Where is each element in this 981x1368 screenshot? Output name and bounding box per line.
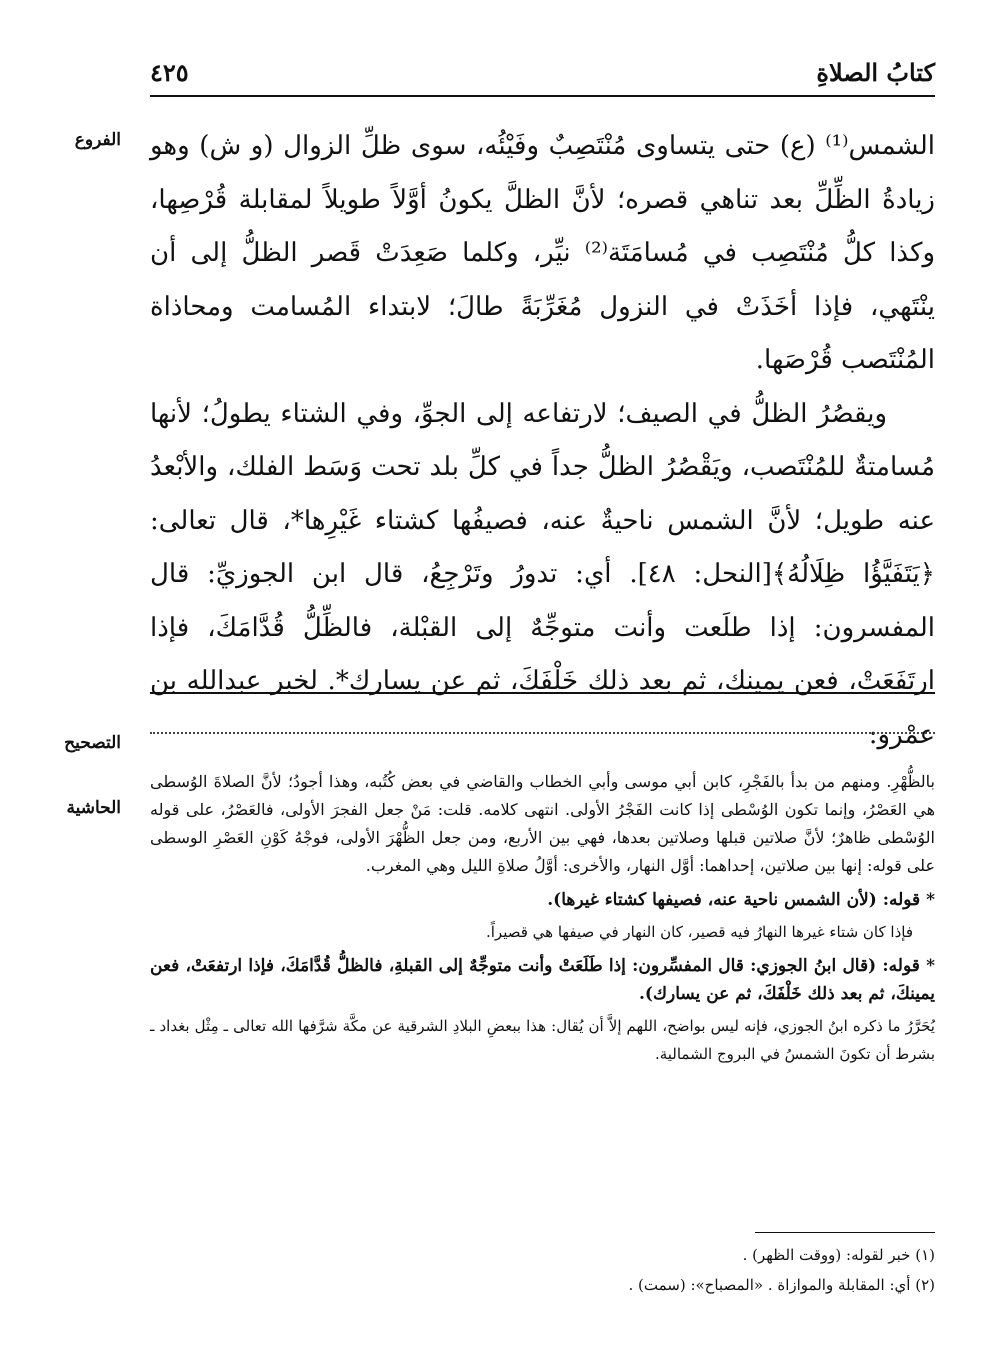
- footnotes: [150, 1240, 935, 1300]
- main-paragraph-1: الشمس⁽¹⁾ (ع) حتى يتساوى مُنْتَصِبٌ وفَيْئُه، سوى ظلِّ الزوال (و ش) وهو زيادةُ الظِّلِّ بعد تناهي قصره؛ لأنَّ الظلَّ يكونُ أوَّلاً طويلاً لمقابلة قُرْصِها، وكذا كلُّ مُنْتَصِب في مُسامَتَة⁽²⁾ نيِّر، وكلما صَعِدَتْ قَصر الظلُّ إلى أن ينْتَهي، فإذا أخَذَتْ في النزول مُغَرِّبَةً طالَ؛ لابتداء المُسامت ومحاذاة المُنْتَصب قُرْصَها.: [150, 131, 935, 375]
- page-header: [150, 56, 935, 96]
- main-text-rule: [150, 692, 935, 694]
- tashih-dotted-line: [150, 732, 935, 734]
- footnote-rule: [755, 1232, 935, 1233]
- page-number: ٤٢٥: [150, 58, 189, 87]
- header-rule: [150, 95, 935, 97]
- hashiya-quote-2: * قوله: (قال ابنُ الجوزي: قال المفسِّرون: إذا طَلَعَتْ وأنت متوجِّهٌ إلى القبلةِ، فالظلُّ قُدَّامَكَ، فإذا ارتفعَتْ، فعن يمينكَ، ثم بعد ذلك خَلْفَكَ، ثم عن يسارك).: [150, 956, 935, 1004]
- footnote-1: (١) خبر لقوله: (ووقت الظهر) .: [742, 1246, 935, 1264]
- main-paragraph-2: ويقصُرُ الظلُّ في الصيف؛ لارتفاعه إلى الجوِّ، وفي الشتاء يطولُ؛ لأنها مُسامتةٌ للمُنْتَصب، ويَقْصُرُ الظلُّ جداً في كلِّ بلد تحت وَسَط الفلك، والأبْعدُ عنه طويل؛ لأنَّ الشمس ناحيةٌ عنه، فصيفُها كشتاء غَيْرِها*، قال تعالى: ﴿يَتَفَيَّؤُا ظِلَالُهُ﴾[النحل: ٤٨]. أي: تدورُ وتَرْجِعُ، قال ابن الجوزيِّ: قال المفسرون: إذا طلَعت وأنت متوجِّهٌ إلى القبْلة، فالظِّلُّ قُدَّامَكَ، فإذا ارتَفَعَتْ، فعن يمينك، ثم بعد ذلك خَلْفَكَ، ثم عن يسارك*. لخبر عبدالله بن عمْرو:: [150, 398, 936, 750]
- hashiya-text: [150, 768, 935, 1068]
- side-label-hashiya: الحاشية: [66, 798, 121, 818]
- side-label-furu: الفروع: [74, 130, 121, 150]
- chapter-title: كتابُ الصلاةِ: [816, 58, 935, 87]
- side-label-tashih: التصحيح: [64, 733, 121, 753]
- main-text: [150, 120, 935, 762]
- hashiya-paragraph-1: بالظُّهْرِ. ومنهم من بدأ بالفَجْرِ، كابن أبي موسى وأبي الخطاب والقاضي في بعض كُتُبه، وهذا أجودُ؛ لأنَّ الصلاةَ الوُسطى هي العَصْرُ، وإنما تكون الوُسْطى إذا كانت الفَجْرُ الأولى. انتهى كلامه. قلت: مَنْ جعل الفجرَ الأولى، فالعَصْرُ، على قوله الوُسْطى ظاهرٌ؛ لأنَّ صلاتين قبلها وصلاتين بعدها، فهي بين الأربع، ومن جعل الظُّهْرَ الأولى، فوجْهُ كَوْنِ العَصْرِ الوسطى على قوله: إنها بين صلاتين، إحداهما: أوَّل النهار، والأخرى: أوَّلُ صلاةِ الليل وهي المغرب.: [150, 772, 936, 875]
- hashiya-note-2: يُحَرَّرُ ما ذكره ابنُ الجوزي، فإنه ليس بواضح، اللهم إلاَّ أن يُقال: هذا ببعضِ البلادِ الشرقية عن مكَّة شرَّفها الله تعالى ـ مِثْل بغداد ـ بشرط أن تكونَ الشمسُ في البروج الشمالية.: [150, 1017, 935, 1063]
- hashiya-note-1: فإذا كان شتاء غيرها النهارُ فيه قصير، كان النهار في صيفها هي قصيراً.: [486, 923, 913, 941]
- footnote-2: (٢) أي: المقابلة والموازاة . «المصباح»: (سمت) .: [628, 1276, 935, 1294]
- hashiya-quote-1: * قوله: (لأن الشمس ناحية عنه، فصيفها كشتاء غيرها).: [547, 890, 935, 910]
